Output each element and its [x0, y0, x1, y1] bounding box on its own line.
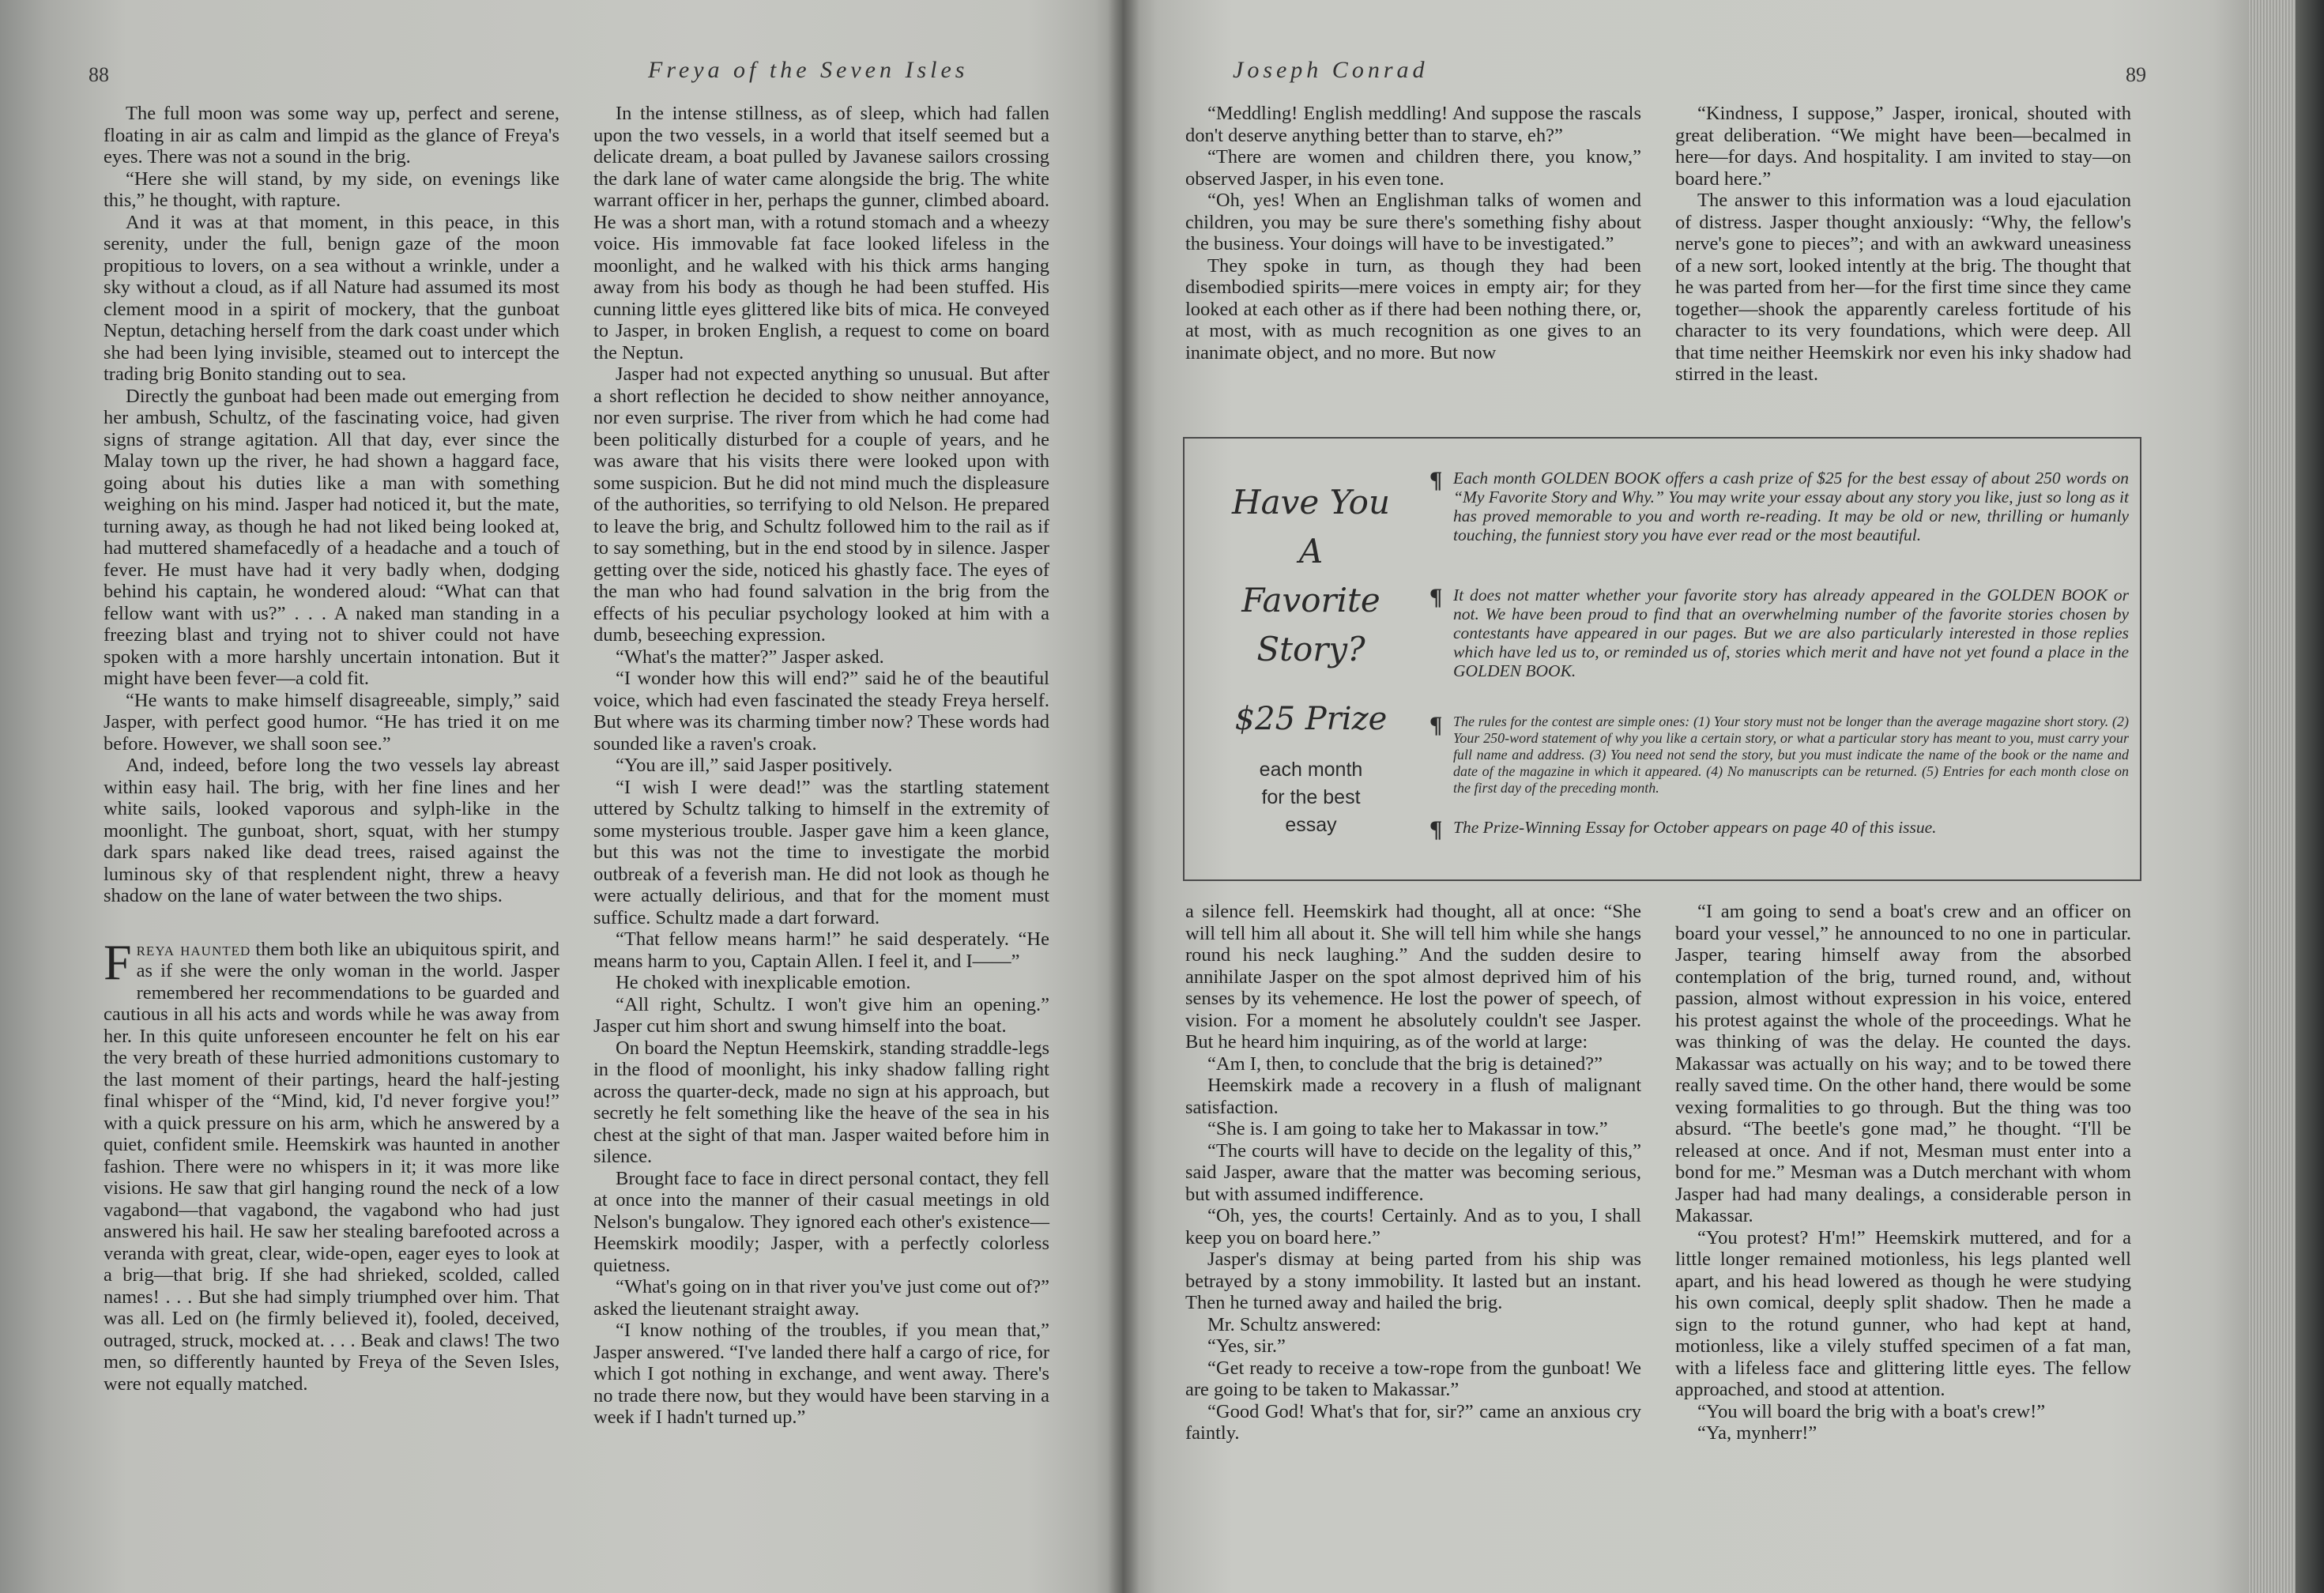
section-break — [104, 907, 559, 939]
paragraph-text: them both like an ubiquitous spirit, and as if she were the only woman in the world. Jasper remembered her recommendations to be guarded and cautious in all his acts and words while he was away from her. In this quite unforeseen encounter he felt on his ear the very breath of these hurried admonitions customary to the last moment of their partings, heard the half-jesting final whisper of the “Mind, kid, I'd never forgive you!” with a quick pressure on his arm, which he answered by a quiet, confident smile. Heemskirk was haunted in another fashion. There were no whispers in it; it was more like visions. He saw that girl hanging round the neck of a low vagabond—that vagabond, the vagabond who had just answered his hail. He saw her stealing barefooted across a veranda with great, clear, wide-open, eager eyes to look at a brig—that brig. If she had shrieked, scolded, called names! . . . But she had simply triumphed over him. That was all. Led on (he firmly believed it), fooled, deceived, outraged, struck, mocked at. . . . Beak and claws! The two men, so differently haunted by Freya of the Seven Isles, were not equally matched. — [104, 938, 559, 1395]
contest-promo-box — [1183, 437, 2141, 881]
paragraph: “Am I, then, to conclude that the brig is detained?” — [1207, 1053, 1603, 1075]
book-cover-edge — [2296, 0, 2324, 1593]
paragraph: “She is. I am going to take her to Makassar in tow.” — [1207, 1118, 1608, 1139]
promo-title-line: Have You — [1231, 483, 1390, 522]
paragraph: “Oh, yes! When an Englishman talks of women and children, you may be sure there's something fishy about the business. Your doings will have to be investigated.” — [1185, 190, 1641, 254]
promo-prize: $25 Prize — [1234, 701, 1388, 737]
promo-paragraph-2 — [1429, 584, 2129, 680]
paragraph: And it was at that moment, in this peace, in this serenity, under the full, benign gaze of the moon propitious to lovers, on a sea without a wrinkle, under a sky without a cloud, as if all Nature had assumed its most clement mood in a spirit of mockery, that the gunboat Neptun, detaching herself from the dark coast under which she had been lying invisible, steamed out to intercept the trading brig Bonito standing out to sea. — [104, 211, 559, 385]
section-opening-paragraph — [104, 933, 559, 1395]
promo-subline-2: for the best — [1261, 786, 1361, 808]
paragraph: “I wonder how this will end?” said he of the beautiful voice, which had even fascinated the steady Freya herself. But where was its charming timber now? These words had sounded like a raven's croak. — [593, 668, 1049, 755]
left-column-2 — [593, 103, 1049, 1429]
drop-cap: F — [104, 933, 132, 990]
running-head-right: Joseph Conrad — [1233, 57, 1429, 83]
right-column-1-bottom — [1185, 901, 1641, 1444]
right-column-2-bottom — [1675, 901, 2131, 1444]
running-head-left: Freya of the Seven Isles — [648, 57, 969, 83]
left-page — [0, 0, 1122, 1593]
paragraph: “What's the matter?” Jasper asked. — [616, 646, 884, 668]
paragraph: “I am going to send a boat's crew and an officer on board your vessel,” he announced to no one in particular. Jasper, tearing himself away from the absorbed contemplation of the brig, turned round, and, without passion, almost without expression in his voice, entered his protest against the whole of the proceedings. What he was thinking of was the delay. He counted the days. Makassar was actually on his way; and to be towed there really saved time. On the other hand, there would be some vexing formalities to go through. But the thing was too absurd. “The beetle's gone mad,” he thought. “I'll be released at once. And if not, Mesman must enter into a bond for me.” Mesman was a Dutch merchant with whom Jasper had had many dealings, a considerable person in Makassar. — [1675, 901, 2131, 1226]
paragraph: “The courts will have to decide on the legality of this,” said Jasper, aware that the matter was becoming serious, but with assumed indifference. — [1185, 1139, 1641, 1205]
right-column-1-top — [1185, 103, 1641, 363]
promo-text: The Prize-Winning Essay for October appears on page 40 of this issue. — [1453, 818, 1937, 837]
paragraph: “All right, Schultz. I won't give him an opening.” Jasper cut him short and swung himself into the boat. — [593, 993, 1049, 1037]
paragraph: “Yes, sir.” — [1207, 1335, 1286, 1357]
promo-paragraph-4 — [1429, 816, 2129, 842]
promo-text: Each month GOLDEN BOOK offers a cash prize of $25 for the best essay of about 250 words on “My Favorite Story and Why.” You may write your essay about any story you like, just so long as it has proved memorable to you and worth re-reading. It may be old or new, thrilling or humanly touching, the funniest story you have ever read or the most beautiful. — [1453, 469, 2129, 544]
paragraph: Jasper's dismay at being parted from his ship was betrayed by a stony immobility. It lasted but an instant. Then he turned away and hailed the brig. — [1185, 1248, 1641, 1313]
paragraph: “Meddling! English meddling! And suppose the rascals don't deserve anything better than to starve, eh?” — [1185, 103, 1641, 146]
paragraph: “Oh, yes, the courts! Certainly. And as to you, I shall keep you on board here.” — [1185, 1205, 1641, 1248]
paragraph: “I know nothing of the troubles, if you mean that,” Jasper answered. “I've landed there half a cargo of rice, for which I got nothing in exchange, and went away. There's no trade there now, but they would have been starving in a week if I hadn't turned up.” — [593, 1320, 1049, 1428]
paragraph: Directly the gunboat had been made out emerging from her ambush, Schultz, of the fascinating voice, had given signs of strange agitation. All that day, ever since the Malay town up the river, he had shown a haggard face, going about his duties like a man with something weighing on his mind. Jasper had noticed it, but the mate, turning away, as though he had not liked being looked at, had muttered shamefacedly of a headache and a touch of fever. He must have had it very badly when, dodging behind his captain, he wondered aloud: “What can that fellow want with us?” . . . A naked man standing in a freezing blast and trying not to shiver could not have spoken with a more harshly uncertain intonation. But it might have been fever—a cold fit. — [104, 385, 559, 689]
paragraph: “Get ready to receive a tow-rope from the gunboat! We are going to be taken to Makassar.” — [1185, 1357, 1641, 1400]
paragraph: “You protest? H'm!” Heemskirk muttered, and for a little longer remained motionless, his legs planted well apart, and his head lowered as though he were studying his own comical, deeply split shadow. Then he made a sign to the rotund gunner, who had kept at hand, motionless, like a vilely stuffed specimen of a fat man, with a lifeless face and glittering little eyes. The fellow approached, and stood at attention. — [1675, 1226, 2131, 1400]
paragraph: Heemskirk made a recovery in a flush of malignant satisfaction. — [1185, 1075, 1641, 1118]
promo-paragraph-3 — [1429, 712, 2129, 796]
promo-text: It does not matter whether your favorite story has already appeared in the GOLDEN BOOK or not. We have been proud to find that an overwhelming number of the favorite stories chosen by contestants have appeared in our pages. But we are also particularly interested in those replies which have led us to, or reminded us of, stories which merit and have not yet found a place in the GOLDEN BOOK. — [1453, 586, 2129, 680]
paragraph: On board the Neptun Heemskirk, standing straddle-legs in the flood of moonlight, his inky shadow falling right across the quarter-deck, made no sign at his approach, but secretly he felt something like the heave of the sea in his chest at the sight of that man. Jasper waited before him in silence. — [593, 1037, 1049, 1167]
paragraph: The answer to this information was a loud ejaculation of distress. Jasper thought anxiously: “Why, the fellow's nerve's gone to pieces”; and with an awkward uneasiness of a new sort, looked intently at the brig. The thought that he was parted from her—for the first time since they came together—shook the apparently careless fortitude of his character to its very foundations, which were deep. All that time neither Heemskirk nor even his inky shadow had stirred in the least. — [1675, 190, 2131, 385]
paragraph: “I wish I were dead!” was the startling statement uttered by Schultz talking to himself in the extremity of some mysterious trouble. Jasper gave him a keen glance, but this was not the time to investigate the morbid outbreak of a feverish man. He did not look as though he were actually delirious, and that for the moment must suffice. Schultz made a dart forward. — [593, 776, 1049, 928]
paragraph: They spoke in turn, as though they had been disembodied spirits—mere voices in empty air; for they looked at each other as if there had been nothing there, or, at most, with as much recognition as one gives to an inanimate object, and no more. But now — [1185, 254, 1641, 363]
small-caps-lead: reya haunted — [136, 938, 251, 960]
promo-title-line: Story? — [1256, 630, 1365, 668]
promo-paragraph-1 — [1429, 467, 2129, 544]
paragraph: Brought face to face in direct personal contact, they fell at once into the manner of their casual meetings in old Nelson's bungalow. They ignored each other's existence—Heemskirk moodily; Jasper, with a perfectly colorless quietness. — [593, 1167, 1049, 1276]
paragraph: a silence fell. Heemskirk had thought, all at once: “She will tell him all about it. She will tell him while she hangs round his neck laughing.” And the sudden desire to annihilate Jasper on the spot almost deprived him of his senses by its vehemence. He lost the power of speech, of vision. For a moment he absolutely couldn't see Jasper. But he heard him inquiring, as of the world at large: — [1185, 901, 1641, 1053]
promo-headline-block — [1200, 478, 1422, 839]
paragraph: “Kindness, I suppose,” Jasper, ironical, shouted with great deliberation. “We might have been—becalmed in here—for days. And hospitality. I am invited to stay—on board here.” — [1675, 103, 2131, 190]
left-column-1 — [104, 103, 559, 1395]
promo-title-line: A — [1298, 532, 1324, 571]
pilcrow-icon: ¶ — [1429, 467, 1443, 493]
page-number-left: 88 — [89, 63, 109, 86]
paragraph: “That fellow means harm!” he said desperately. “He means harm to you, Captain Allen. I feel it, and I——” — [593, 928, 1049, 972]
paragraph: “You are ill,” said Jasper positively. — [616, 755, 893, 776]
paragraph: “You will board the brig with a boat's crew!” — [1697, 1400, 2046, 1422]
paragraph: Jasper had not expected anything so unusual. But after a short reflection he decided to show neither annoyance, nor even surprise. The river from which he had come had been politically disturbed for a couple of years, and he was aware that his visits there were looked upon with some suspicion. But he did not mind much the displeasure of the authorities, so terrifying to old Nelson. He prepared to leave the brig, and Schultz followed him to the rail as if to say something, but in the end stood by in silence. Jasper getting over the side, noticed his ghastly face. The eyes of the man who had found salvation in the brig from the effects of his peculiar psychology looked at him with a dumb, beseeching expression. — [593, 363, 1049, 646]
paragraph: The full moon was some way up, perfect and serene, floating in air as calm and limpid as the glance of Freya's eyes. There was not a sound in the brig. — [104, 103, 559, 168]
page-number-right: 89 — [2126, 63, 2146, 86]
paragraph: And, indeed, before long the two vessels lay abreast within easy hail. The brig, with her fine lines and her white sails, looked vaporous and sylph-like in the moonlight. The gunboat, short, squat, with her stumpy dark spars naked like dead trees, raised against the luminous sky of that resplendent night, threw a heavy shadow on the lane of water between the two ships. — [104, 755, 559, 906]
pilcrow-icon: ¶ — [1429, 816, 1443, 842]
promo-subline-1: each month — [1259, 759, 1363, 781]
paragraph: “What's going on in that river you've just come out of?” asked the lieutenant straight away. — [593, 1276, 1049, 1320]
paragraph: Mr. Schultz answered: — [1207, 1313, 1381, 1335]
right-column-2-top — [1675, 103, 2131, 386]
promo-text: The rules for the contest are simple ones: (1) Your story must not be longer than the average magazine short story. (2) Your 250-word statement of why you like a certain story, or what a particular story has meant to you, must carry your full name and address. (3) You need not send the story, but you must indicate the name of the book or the name and date of the magazine in which it appeared. (4) No manuscripts can be returned. (5) Entries for each month close on the first day of the preceding month. — [1453, 714, 2129, 796]
paragraph: “Ya, mynherr!” — [1697, 1422, 1817, 1444]
promo-subline — [1200, 756, 1422, 839]
pilcrow-icon: ¶ — [1429, 584, 1443, 610]
paragraph: He choked with inexplicable emotion. — [616, 972, 911, 993]
promo-subline-3: essay — [1285, 814, 1337, 836]
paragraph: “There are women and children there, you know,” observed Jasper, in his even tone. — [1185, 146, 1641, 190]
book-gutter — [1108, 0, 1139, 1593]
paragraph: In the intense stillness, as of sleep, which had fallen upon the two vessels, in a world that itself seemed but a delicate dream, a boat pulled by Javanese sailors crossing the dark lane of water came alongside the brig. The white warrant officer in her, perhaps the gunner, climbed aboard. He was a short man, with a rotund stomach and a wheezy voice. His immovable fat face looked lifeless in the moonlight, and he walked with his thick arms hanging away from his body as though he had been stuffed. His cunning little eyes glittered like bits of mica. He conveyed to Jasper, in broken English, a request to come on board the Neptun. — [593, 103, 1049, 363]
paragraph: “Good God! What's that for, sir?” came an anxious cry faintly. — [1185, 1400, 1641, 1444]
paragraph: “Here she will stand, by my side, on evenings like this,” he thought, with rapture. — [104, 168, 559, 211]
promo-title-line: Favorite — [1241, 581, 1380, 620]
pilcrow-icon: ¶ — [1429, 712, 1443, 738]
paragraph: “He wants to make himself disagreeable, simply,” said Jasper, with perfect good humor. “He has tried it on me before. However, we shall soon see.” — [104, 689, 559, 755]
